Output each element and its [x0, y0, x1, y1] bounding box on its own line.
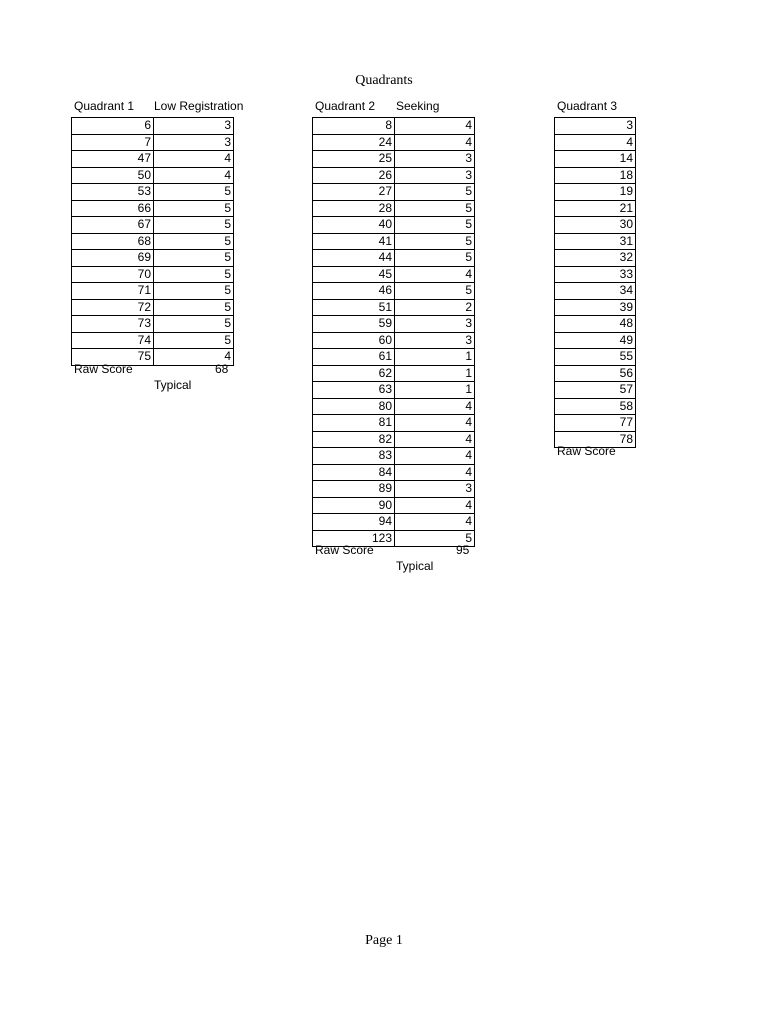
table-row	[555, 266, 636, 283]
item-number-cell: 30	[555, 217, 636, 234]
table-row	[72, 332, 234, 349]
table-row	[313, 431, 475, 448]
item-number-cell: 14	[555, 151, 636, 168]
score-cell: 5	[395, 250, 475, 267]
table-row	[72, 167, 234, 184]
table-row	[72, 118, 234, 135]
quadrant-3-raw-score-label: Raw Score	[557, 444, 616, 458]
item-number-cell: 39	[555, 299, 636, 316]
item-number-cell: 41	[313, 233, 395, 250]
item-number-cell: 62	[313, 365, 395, 382]
item-number-cell: 59	[313, 316, 395, 333]
score-cell: 5	[395, 184, 475, 201]
item-number-cell: 71	[72, 283, 154, 300]
quadrant-3-header: Quadrant 3	[557, 99, 618, 113]
score-cell: 4	[395, 464, 475, 481]
item-number-cell: 49	[555, 332, 636, 349]
score-cell: 4	[395, 266, 475, 283]
item-number-cell: 50	[72, 167, 154, 184]
item-number-cell: 81	[313, 415, 395, 432]
item-number-cell: 21	[555, 200, 636, 217]
score-cell: 5	[154, 233, 234, 250]
table-row	[555, 151, 636, 168]
quadrant-2-subheader: Seeking	[396, 99, 440, 113]
score-cell: 5	[395, 217, 475, 234]
item-number-cell: 45	[313, 266, 395, 283]
table-row	[555, 349, 636, 366]
score-cell: 4	[154, 349, 234, 366]
item-number-cell: 19	[555, 184, 636, 201]
table-row	[555, 233, 636, 250]
item-number-cell: 94	[313, 514, 395, 531]
score-cell: 5	[154, 184, 234, 201]
item-number-cell: 56	[555, 365, 636, 382]
table-row	[72, 299, 234, 316]
item-number-cell: 40	[313, 217, 395, 234]
item-number-cell: 24	[313, 134, 395, 151]
item-number-cell: 70	[72, 266, 154, 283]
score-cell: 5	[154, 283, 234, 300]
table-row	[313, 316, 475, 333]
item-number-cell: 69	[72, 250, 154, 267]
score-cell: 4	[395, 448, 475, 465]
table-row	[313, 514, 475, 531]
item-number-cell: 34	[555, 283, 636, 300]
table-row	[555, 167, 636, 184]
table-row	[313, 250, 475, 267]
item-number-cell: 28	[313, 200, 395, 217]
score-cell: 5	[154, 316, 234, 333]
page-title: Quadrants	[355, 73, 413, 88]
item-number-cell: 74	[72, 332, 154, 349]
score-cell: 5	[395, 283, 475, 300]
table-row	[313, 365, 475, 382]
table-row	[72, 200, 234, 217]
score-cell: 4	[395, 514, 475, 531]
quadrant-2-header: Quadrant 2	[315, 99, 376, 113]
score-cell: 1	[395, 382, 475, 399]
page-footer: Page 1	[365, 933, 403, 948]
score-cell: 1	[395, 365, 475, 382]
item-number-cell: 8	[313, 118, 395, 135]
quadrant-1-table	[71, 117, 234, 366]
item-number-cell: 25	[313, 151, 395, 168]
table-row	[313, 167, 475, 184]
item-number-cell: 84	[313, 464, 395, 481]
score-cell: 3	[395, 481, 475, 498]
item-number-cell: 48	[555, 316, 636, 333]
score-cell: 5	[154, 266, 234, 283]
table-row	[555, 134, 636, 151]
table-row	[313, 448, 475, 465]
score-cell: 4	[154, 167, 234, 184]
score-cell: 3	[395, 167, 475, 184]
item-number-cell: 6	[72, 118, 154, 135]
item-number-cell: 3	[555, 118, 636, 135]
quadrant-2-raw-score-label: Raw Score	[315, 543, 374, 557]
score-cell: 3	[395, 332, 475, 349]
table-row	[313, 151, 475, 168]
table-row	[313, 497, 475, 514]
quadrant-2-table	[312, 117, 475, 547]
table-row	[313, 349, 475, 366]
table-row	[313, 283, 475, 300]
table-row	[313, 398, 475, 415]
score-cell: 3	[395, 151, 475, 168]
quadrant-2-block	[312, 99, 492, 589]
table-row	[72, 151, 234, 168]
score-cell: 4	[395, 415, 475, 432]
item-number-cell: 66	[72, 200, 154, 217]
table-row	[313, 134, 475, 151]
table-row	[313, 217, 475, 234]
score-cell: 5	[395, 233, 475, 250]
item-number-cell: 82	[313, 431, 395, 448]
quadrant-1-subheader: Low Registration	[154, 99, 244, 113]
item-number-cell: 18	[555, 167, 636, 184]
table-row	[313, 332, 475, 349]
table-row	[313, 299, 475, 316]
item-number-cell: 47	[72, 151, 154, 168]
table-row	[313, 184, 475, 201]
item-number-cell: 89	[313, 481, 395, 498]
quadrant-3-block	[554, 99, 674, 479]
table-row	[555, 200, 636, 217]
item-number-cell: 123	[313, 530, 395, 547]
item-number-cell: 27	[313, 184, 395, 201]
table-row	[313, 481, 475, 498]
score-cell: 4	[395, 134, 475, 151]
item-number-cell: 80	[313, 398, 395, 415]
table-row	[313, 233, 475, 250]
score-cell: 5	[154, 250, 234, 267]
item-number-cell: 53	[72, 184, 154, 201]
score-cell: 4	[395, 118, 475, 135]
score-cell: 3	[154, 134, 234, 151]
item-number-cell: 67	[72, 217, 154, 234]
item-number-cell: 78	[555, 431, 636, 448]
table-row	[555, 299, 636, 316]
item-number-cell: 90	[313, 497, 395, 514]
score-cell: 2	[395, 299, 475, 316]
table-row	[555, 217, 636, 234]
score-cell: 5	[395, 530, 475, 547]
item-number-cell: 73	[72, 316, 154, 333]
item-number-cell: 7	[72, 134, 154, 151]
score-cell: 3	[395, 316, 475, 333]
table-row	[555, 415, 636, 432]
item-number-cell: 57	[555, 382, 636, 399]
item-number-cell: 75	[72, 349, 154, 366]
item-number-cell: 58	[555, 398, 636, 415]
item-number-cell: 55	[555, 349, 636, 366]
table-row	[72, 233, 234, 250]
quadrant-2-raw-score-value: 95	[456, 543, 470, 557]
table-row	[72, 217, 234, 234]
score-cell: 4	[395, 497, 475, 514]
score-cell: 4	[395, 431, 475, 448]
item-number-cell: 46	[313, 283, 395, 300]
item-number-cell: 63	[313, 382, 395, 399]
item-number-cell: 33	[555, 266, 636, 283]
table-row	[72, 134, 234, 151]
item-number-cell: 26	[313, 167, 395, 184]
table-row	[555, 118, 636, 135]
table-row	[555, 283, 636, 300]
item-number-cell: 51	[313, 299, 395, 316]
table-row	[72, 316, 234, 333]
table-row	[555, 398, 636, 415]
table-row	[555, 382, 636, 399]
table-row	[555, 316, 636, 333]
score-cell: 1	[395, 349, 475, 366]
item-number-cell: 4	[555, 134, 636, 151]
score-cell: 4	[395, 398, 475, 415]
table-row	[72, 250, 234, 267]
item-number-cell: 31	[555, 233, 636, 250]
table-row	[555, 250, 636, 267]
item-number-cell: 77	[555, 415, 636, 432]
table-row	[555, 184, 636, 201]
item-number-cell: 68	[72, 233, 154, 250]
quadrant-1-classification: Typical	[154, 378, 192, 392]
score-cell: 4	[154, 151, 234, 168]
table-row	[313, 382, 475, 399]
score-cell: 5	[154, 200, 234, 217]
table-row	[313, 118, 475, 135]
item-number-cell: 60	[313, 332, 395, 349]
quadrant-1-raw-score-label: Raw Score	[74, 362, 133, 376]
table-row	[313, 415, 475, 432]
score-cell: 5	[154, 332, 234, 349]
table-row	[555, 365, 636, 382]
table-row	[313, 464, 475, 481]
item-number-cell: 72	[72, 299, 154, 316]
table-row	[313, 200, 475, 217]
table-row	[72, 266, 234, 283]
quadrant-3-table	[554, 117, 636, 448]
table-row	[72, 184, 234, 201]
score-cell: 5	[154, 299, 234, 316]
table-row	[313, 266, 475, 283]
score-cell: 5	[395, 200, 475, 217]
item-number-cell: 83	[313, 448, 395, 465]
table-row	[72, 283, 234, 300]
item-number-cell: 44	[313, 250, 395, 267]
table-row	[555, 332, 636, 349]
score-cell: 5	[154, 217, 234, 234]
quadrant-1-raw-score-value: 68	[215, 362, 229, 376]
score-cell: 3	[154, 118, 234, 135]
quadrant-1-header: Quadrant 1	[74, 99, 135, 113]
item-number-cell: 32	[555, 250, 636, 267]
item-number-cell: 61	[313, 349, 395, 366]
quadrant-1-block	[71, 99, 251, 399]
quadrant-2-classification: Typical	[396, 559, 434, 573]
